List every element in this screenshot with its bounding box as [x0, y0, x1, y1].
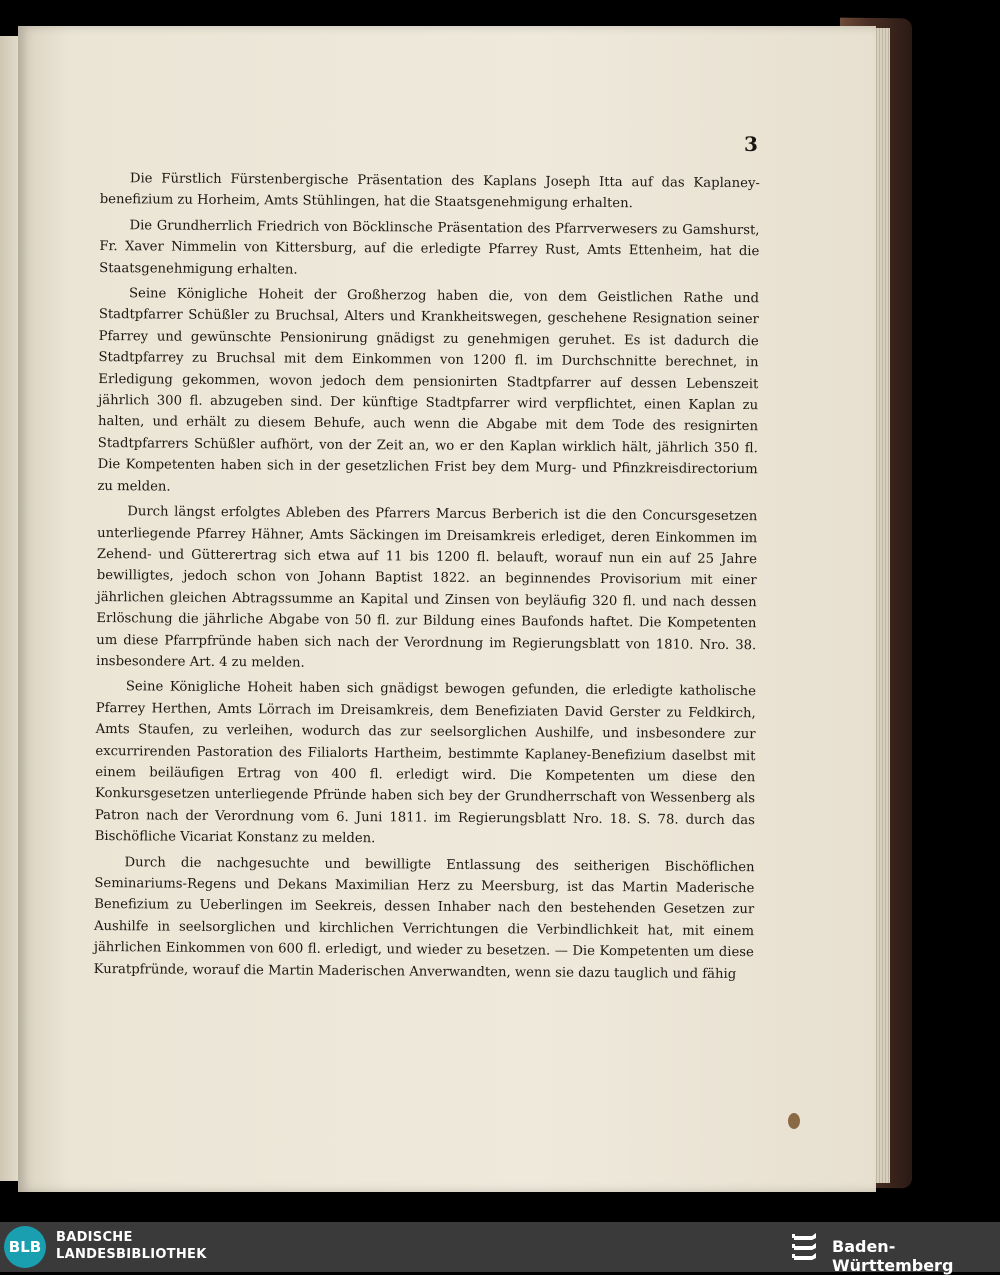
page-number: 3: [744, 132, 758, 156]
blb-logo-icon[interactable]: [4, 1226, 46, 1268]
library-name-line1: BADISCHE: [56, 1230, 133, 1245]
paragraph: Seine Königliche Hoheit haben sich gnädigst bewogen gefunden, die erledigte katholische Pfarrey Herthen, Amts Lörrach im Dreisamkreis, dem Benefiziaten David Gerster zu Feldkirch, Amts Staufen, zu verleihen, wodurch das zur seelsorglichen Aushilfe, und insbesondere zur excurrirenden Pastoration des Filialorts Hartheim, bestimmte Kaplaney-Benefizium daselbst mit einem beiläufigen Ertrag von 400 fl. erledigt wird. Die Kompetenten um diese den Konkursgesetzen unterliegende Pfründe haben sich bey der Grundherrschaft von Wessenberg als Patron nach der Verordnung vom 6. Juni 1811. im Regierungsblatt Nro. 18. S. 78. durch das Bischöfliche Vicariat Konstanz zu melden.: [94, 679, 756, 847]
paragraph: Durch die nachgesuchte und bewilligte Entlassung des seitherigen Bischöflichen Seminariums-Regens und Dekans Maximilian Herz zu Meersburg, ist das Martin Maderische Benefizium zu Ueberlingen im Seekreis, dessen Inhaber nach den bestehenden Gesetzen zur Aushilfe in seelsorglichen und kirchlichen Verrichtungen die Verbindlichkeit hat, mit einem jährlichen Einkommen von 600 fl. erledigt, und wieder zu besetzen. — Die Kompetenten um diese Kuratpfründe, worauf die Martin Maderischen Anverwandten, wenn sie dazu tauglich und fähig: [93, 854, 755, 982]
blb-logo-text: BLB: [8, 1238, 42, 1256]
paragraph: Seine Königliche Hoheit der Großherzog haben die, von dem Geistlichen Rathe und Stadtpfarrer Schüßler zu Bruchsal, Alters und Krankheitswegen, geschehene Resignation seiner Pfarrey und gewünschte Pensionirung gnädigst zu genehmigen geruhet. Es ist dadurch die Stadtpfarrey zu Bruchsal mit dem Einkommen von 1200 fl. im Durchschnitte berechnet, in Erledigung gekommen, wovon jedoch dem pensionirten Stadtpfarrer auf dessen Lebenszeit jährlich 300 fl. abzugeben sind. Der künftige Stadtpfarrer wird verpflichtet, einen Kaplan zu halten, und erhält zu diesem Behufe, auch wenn die Abgabe mit dem Tode des resignirten Stadtpfarrers Schüßler aufhört, von der Zeit an, wo er den Kaplan wirklich hält, jährlich 350 fl. Die Kompetenten haben sich in der gesetzlichen Frist bey dem Murg- und Pfinzkreisdirectorium zu melden.: [97, 286, 760, 495]
footer-bar: [0, 1222, 1000, 1275]
state-name[interactable]: Baden-Württemberg: [832, 1237, 954, 1275]
page-text: [94, 168, 760, 989]
baden-wuerttemberg-lions-icon: [790, 1230, 822, 1264]
paragraph: Die Fürstlich Fürstenbergische Präsentation des Kaplans Joseph Itta auf das Kaplaney-benefizium zu Horheim, Amts Stühlingen, hat die Staatsgenehmigung erhalten.: [99, 171, 760, 212]
paragraph: Die Grundherrlich Friedrich von Böcklinsche Präsentation des Pfarrverwesers zu Gamshurst, Fr. Xaver Nimmelin von Kittersburg, auf die erledigte Pfarrey Rust, Amts Ettenheim, hat die Staatsgenehmigung erhalten.: [99, 218, 760, 278]
paper-stain: [788, 1113, 800, 1129]
library-name-line2: LANDESBIBLIOTHEK: [56, 1247, 207, 1262]
library-name[interactable]: [56, 1229, 207, 1263]
paragraph: Durch längst erfolgtes Ableben des Pfarrers Marcus Berberich ist die den Concursgesetzen unterliegende Pfarrey Hähner, Amts Säckingen im Dreisamkreis erlediget, deren Einkommen im Zehend- und Gütterertrag sich etwa auf 11 bis 1200 fl. belauft, worauf nun ein auf 25 Jahre bewilligtes, jedoch schon von Johann Baptist 1822. an beginnendes Provisorium mit einer jährlichen gleichen Abtragssumme an Kapital und Zinsen von beyläufig 320 fl. und nach dessen Erlöschung die jährliche Abgabe von 50 fl. zur Bildung eines Baufonds haftet. Die Kompetenten um diese Pfarrpfründe haben sich nach der Verordnung im Regierungsblatt von 1810. Nro. 38. insbesondere Art. 4 zu melden.: [96, 504, 758, 671]
